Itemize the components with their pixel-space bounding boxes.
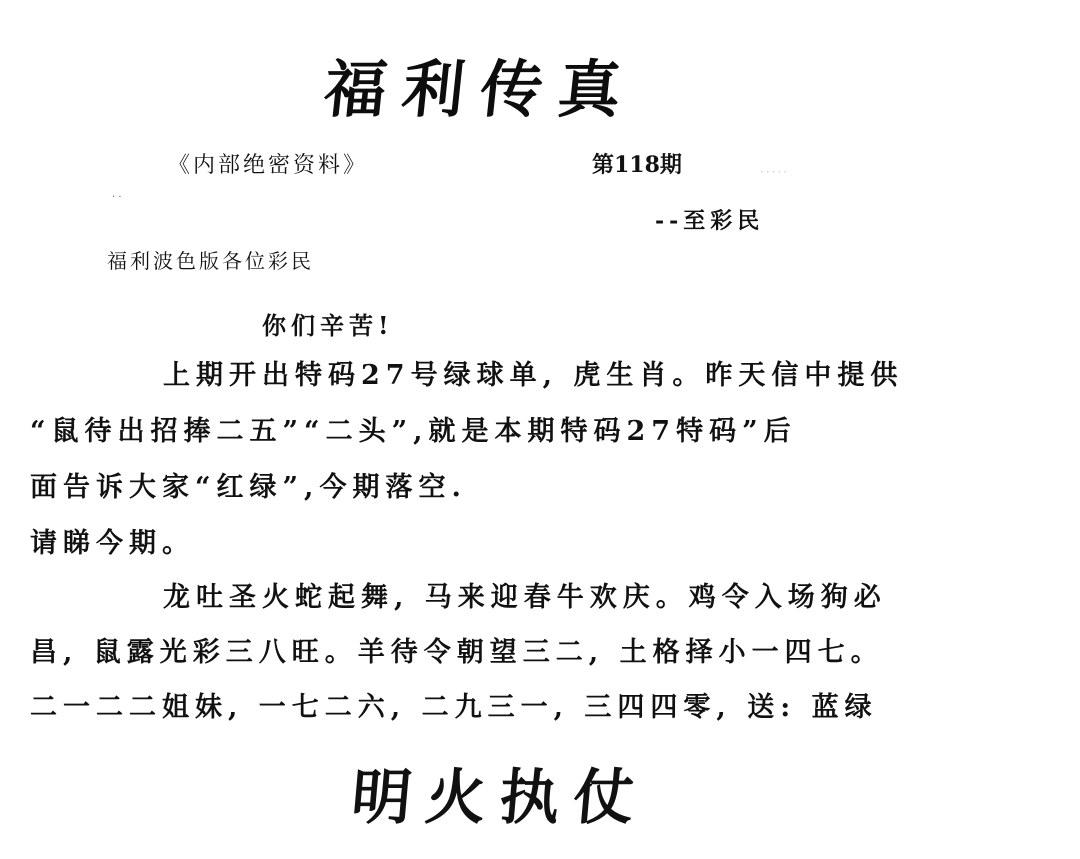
paragraph-line: 龙吐圣火蛇起舞, 马来迎春牛欢庆。鸡令入场狗必 [163,582,887,613]
paragraph-line: 请睇今期。 [30,528,195,559]
issue-number: 第118期 [592,152,682,178]
recipient-line: --至彩民 [655,208,765,234]
paragraph-line: 昌, 鼠露光彩三八旺。羊待令朝望三二, 土格择小一四七。 [30,637,884,668]
speck-marks: · · [112,192,122,203]
slogan-title: 明火执仗 [348,763,651,833]
greeting: 你们辛苦! [262,311,394,340]
paragraph-line: 二一二二姐妹, 一七二六, 二九三一, 三四四零, 送: 蓝绿 [30,692,878,723]
document-title: 福利传真 [320,53,641,126]
paragraph-line: “鼠待出招捧二五”“二头”,就是本期特码27特码”后 [30,416,797,447]
paragraph-line: 上期开出特码27号绿球单, 虎生肖。昨天信中提供 [163,360,904,391]
salutation: 福利波色版各位彩民 [107,249,314,273]
paragraph-line: 面告诉大家“红绿”,今期落空. [30,472,467,503]
faint-marks: ····· [760,165,790,179]
source-label: 《内部绝密资料》 [168,153,369,178]
